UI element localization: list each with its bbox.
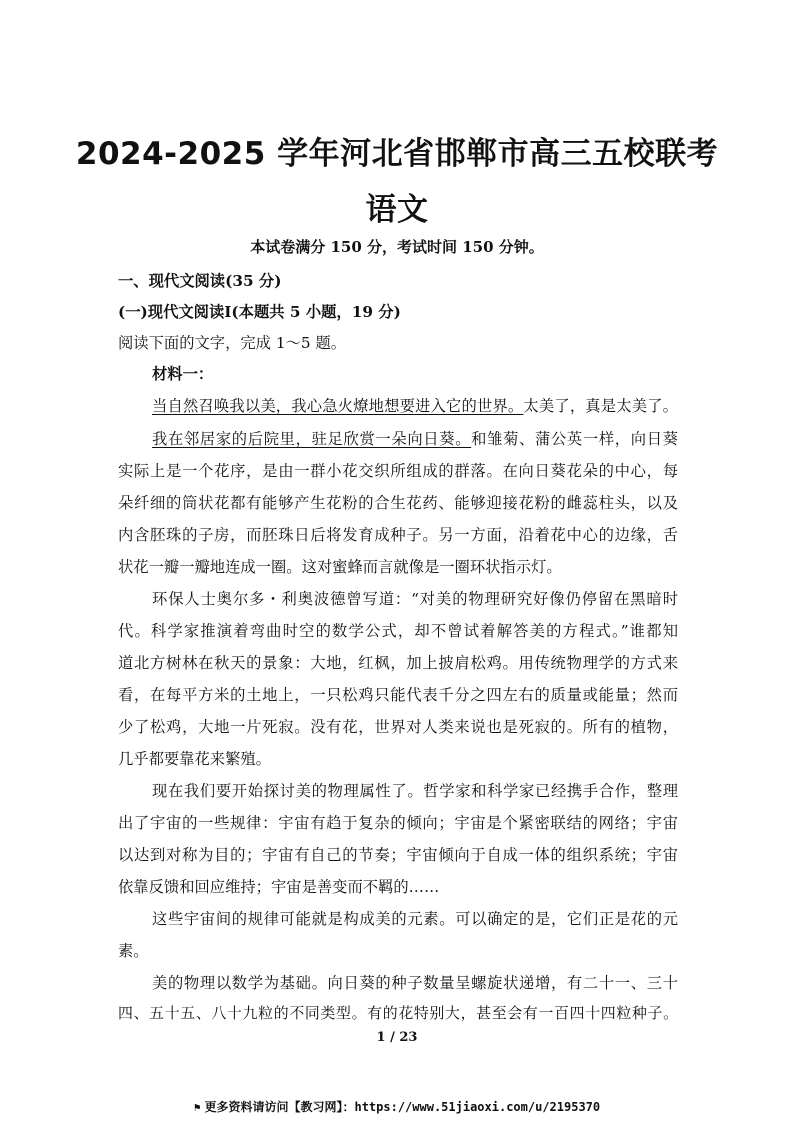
paragraph-5-line: 素。 (118, 942, 149, 960)
section-heading: 一、现代文阅读(35 分) (118, 272, 282, 290)
paragraph-6-line-1: 美的物理以数学为基础。向日葵的种子数量呈螺旋状递增，有二十一、三十 (152, 974, 678, 992)
exam-info: 本试卷满分 150 分，考试时间 150 分钟。 (250, 238, 544, 256)
title-line-1: 2024-2025 学年河北省邯郸市高三五校联考 (75, 136, 719, 172)
paragraph-6-line: 四、五十五、八十九粒的不同类型。有的花特别大，甚至会有一百四十四粒种子。 (118, 1004, 678, 1022)
paragraph-3-line: 看，在每平方米的土地上，一只松鸡只能代表千分之四左右的质量或能量；然而 (118, 686, 678, 704)
footer-text: 更多资料请访问【教习网】：https://www.51jiaoxi.com/u/2195370 (204, 1100, 601, 1114)
material-label: 材料一： (152, 365, 214, 383)
title-line-2: 语文 (365, 192, 429, 228)
paragraph-4-line-1: 现在我们要开始探讨美的物理属性了。哲学家和科学家已经携手合作，整理 (152, 782, 678, 800)
footer-link[interactable] (0, 1098, 794, 1115)
paragraph-4-line: 以达到对称为目的；宇宙有自己的节奏；宇宙倾向于自成一体的组织系统；宇宙 (118, 846, 678, 864)
underlined-sentence: 当自然召唤我以美，我心急火燎地想要进入它的世界。 (152, 397, 524, 415)
paragraph-4-line: 出了宇宙的一些规律：宇宙有趋于复杂的倾向；宇宙是个紧密联结的网络；宇宙 (118, 814, 678, 832)
page-number: 1 / 23 (376, 1030, 418, 1045)
subsection-heading: (一)现代文阅读Ⅰ(本题共 5 小题，19 分) (118, 303, 401, 321)
paragraph-2-line-1: 我在邻居家的后院里，驻足欣赏一朵向日葵。和雏菊、蒲公英一样，向日葵 (152, 430, 678, 448)
paragraph-5-line-1: 这些宇宙间的规律可能就是构成美的元素。可以确定的是，它们正是花的元 (152, 910, 678, 928)
paragraph-3-line: 几乎都要靠花来繁殖。 (118, 750, 271, 768)
paragraph-3-line: 道北方树林在秋天的景象：大地，红枫，加上披肩松鸡。用传统物理学的方式来 (118, 654, 678, 672)
paragraph-3-line: 少了松鸡，大地一片死寂。没有花，世界对人类来说也是死寂的。所有的植物， (118, 718, 678, 736)
paragraph-1-line-1: 当自然召唤我以美，我心急火燎地想要进入它的世界。太美了，真是太美了。 (152, 397, 678, 415)
paragraph-4-line: 依靠反馈和回应维持；宇宙是善变而不羁的…… (118, 878, 440, 896)
paragraph-3-line-1: 环保人士奥尔多・利奥波德曾写道：“对美的物理研究好像仍停留在黑暗时 (152, 590, 678, 608)
flag-icon: ⚑ (193, 1101, 201, 1114)
paragraph-2-line: 内含胚珠的子房，而胚珠日后将发育成种子。另一方面，沿着花中心的边缘，舌 (118, 526, 678, 544)
underlined-sentence: 我在邻居家的后院里，驻足欣赏一朵向日葵。 (152, 430, 472, 448)
paragraph-2-line: 朵纤细的筒状花都有能够产生花粉的合生花药、能够迎接花粉的雌蕊柱头，以及 (118, 494, 678, 512)
instruction: 阅读下面的文字，完成 1～5 题。 (118, 334, 347, 352)
paragraph-2-line: 状花一瓣一瓣地连成一圈。这对蜜蜂而言就像是一圈环状指示灯。 (118, 558, 562, 576)
paragraph-2-line: 实际上是一个花序，是由一群小花交织所组成的群落。在向日葵花朵的中心，每 (118, 462, 678, 480)
paragraph-3-line: 代。科学家推演着弯曲时空的数学公式，却不曾试着解答美的方程式。”谁都知 (118, 622, 678, 640)
